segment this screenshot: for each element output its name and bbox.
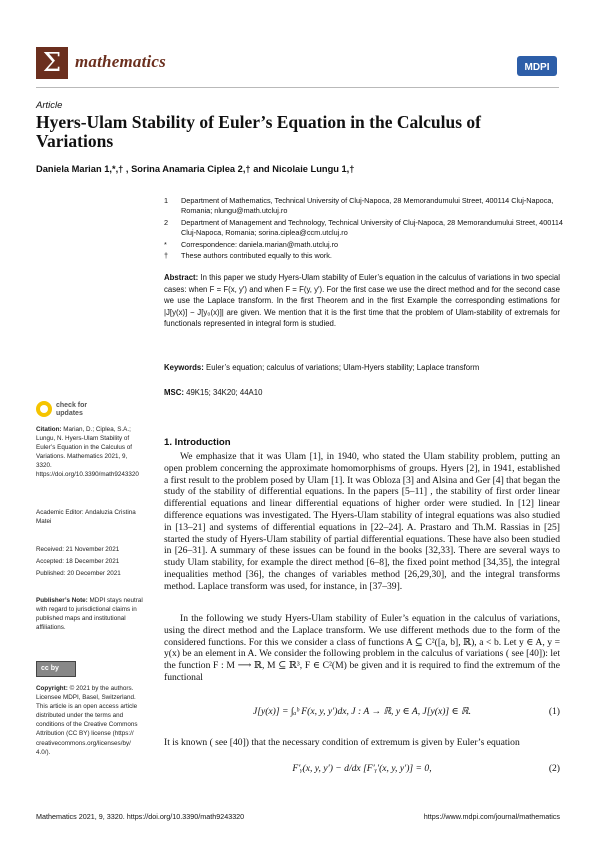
sigma-logo-glyph: Σ bbox=[42, 48, 62, 78]
article-title: Hyers-Ulam Stability of Euler’s Equation in the Calculus of Variations bbox=[36, 112, 481, 151]
keywords bbox=[164, 362, 560, 374]
equation-2-expression: F′ᵧ(x, y, y′) − d/dx [F′ᵧ′(x, y, y′)] = 0, bbox=[292, 763, 432, 774]
intro-paragraph-3: It is known ( see [40]) that the necessary condition of extremum is given by Euler’s equation bbox=[164, 737, 520, 748]
intro-paragraph-1: We emphasize that it was Ulam [1], in 1940, who stated the Ulam stability problem, putting an open problem concerning the approximate homomorphisms of groups. Hyers [2], in 1941, established a first result to the problem posed by Ulam [1]. It was Obloza [3] and Alsina and Ger [4] that began the study of the stability of differential equations. In the papers [5–11] , the stability of first order linear differential equations and linear differential equations of higher order were studied. In [12] linear difference equations was investigated. The Hyers-Ulam stability of integral equations was also studied in [13–21] and systems of differential equations in [22–24]. A. Prastaro and Th.M. Rassias in [25] started the study of Hyers-Ulam stability of partial differential equations. These have also been studied in [26–31]. A summary of these issues can be found in the books [32,33]. There are several ways to study Ulam stability, for example the direct method [6–8], the fixed point method [34,35], the integral inequalities method [36], the changes of variables method [26,29,30], and the integral transforms method. Laplace transform was used, for instance, in [37–39]. bbox=[164, 451, 560, 592]
copyright-text: © 2021 by the authors. Licensee MDPI, Basel, Switzerland. This article is an open access article distributed under the terms and conditions of the Creative Commons Attribution (CC BY) license (https:// creativecommons.org/licenses/by/ 4.0/). bbox=[36, 685, 138, 756]
equation-1 bbox=[164, 706, 560, 720]
publisher-logo bbox=[517, 56, 557, 76]
affiliation-text: Correspondence: daniela.marian@math.utcluj.ro bbox=[181, 240, 339, 249]
msc-text: 49K15; 34K20; 44A10 bbox=[186, 388, 263, 397]
equation-1-expression: J[y(x)] = ∫ₐᵇ F(x, y, y′)dx, J : A → ℝ, y ∈ A, J[y(x)] ∈ ℝ. bbox=[252, 706, 472, 717]
publisher-note-text: MDPI stays neutral with regard to jurisdictional claims in published maps and institutional affiliations. bbox=[36, 597, 143, 632]
affiliation-mark: † bbox=[164, 251, 169, 260]
publisher-note-label: Publisher’s Note: bbox=[36, 597, 88, 604]
keywords-label: Keywords: bbox=[164, 363, 204, 372]
affiliation-text: Department of Mathematics, Technical University of Cluj-Napoca, 28 Memorandumului Street, 400114 Cluj-Napoca, Romania; nlungu@math.utcluj.ro bbox=[181, 196, 554, 215]
citation bbox=[36, 425, 144, 480]
section-heading-introduction: 1. Introduction bbox=[164, 437, 231, 448]
affiliation-mark: 1 bbox=[164, 196, 169, 205]
article-type: Article bbox=[36, 100, 63, 111]
copyright bbox=[36, 684, 144, 757]
equation-1-number: (1) bbox=[548, 706, 560, 717]
affiliation-mark: 2 bbox=[164, 218, 169, 227]
affiliation-text: These authors contributed equally to this work. bbox=[181, 251, 332, 260]
footer-citation: Mathematics 2021, 9, 3320. https://doi.org/10.3390/math9243320 bbox=[36, 812, 245, 821]
cc-by-license-icon bbox=[36, 661, 76, 677]
abstract-text: In this paper we study Hyers-Ulam stability of Euler’s equation in the calculus of variations in two special cases: when F = F(x, y′) and when F = F(y, y′). For the first case we use the direct method and for the second case we use the Laplace transform. In the first Theorem and in the first Example the corresponding estimations for |J[y(x)] − J[y₀(x)]| are given. We mention that it is the first time that the problem of Ulam-stability of extremals for functionals represented in integral form is studied. bbox=[164, 273, 560, 329]
affiliation-text: Department of Management and Technology, Technical University of Cluj-Napoca, 28 Memorandumului Street, 400114 Cluj-Napoca, Romania; sorina.ciplea@ccm.utcluj.ro bbox=[181, 218, 563, 237]
copyright-label: Copyright: bbox=[36, 685, 68, 692]
msc-label: MSC: bbox=[164, 388, 184, 397]
check-updates-line2: updates bbox=[56, 410, 83, 417]
abstract bbox=[164, 272, 560, 330]
affiliation-mark: * bbox=[164, 240, 167, 249]
accepted-date: Accepted: 18 December 2021 bbox=[36, 558, 120, 565]
intro-paragraph-2: In the following we study Hyers-Ulam stability of Euler’s equation in the calculus of variations, using the direct method and the Laplace transform. We use different methods due to the form of the considered functions. For this we consider a class of functions A ⊆ C²([a, b], ℝ), a < b. Let y ∈ A, y = y(x) be an element in A. We consider the following problem in the calculus of variations ( see [40]): let the function F : M ⟶ ℝ, M ⊆ ℝ³, F ∈ C²(M) be given and it is required to find the extremum of the functional bbox=[164, 613, 560, 683]
publisher-logo-text: MDPI bbox=[524, 62, 550, 73]
cc-by-text: cc by bbox=[41, 665, 59, 672]
published-date: Published: 20 December 2021 bbox=[36, 570, 121, 577]
check-updates-link[interactable] bbox=[56, 402, 87, 418]
keywords-text: Euler’s equation; calculus of variations; Ulam-Hyers stability; Laplace transform bbox=[206, 363, 480, 372]
abstract-label: Abstract: bbox=[164, 273, 199, 282]
msc bbox=[164, 387, 560, 399]
academic-editor: Academic Editor: Andaluzia Cristina Matei bbox=[36, 509, 136, 526]
publisher-note bbox=[36, 596, 144, 632]
check-updates-line1: check for bbox=[56, 402, 88, 409]
citation-text: Marian, D.; Ciplea, S.A.; Lungu, N. Hyers-Ulam Stability of Euler’s Equation in the Calculus of Variations. Mathematics 2021, 9, 3320. https://doi.org/10.3390/math9243320 bbox=[36, 426, 139, 479]
citation-label: Citation: bbox=[36, 426, 62, 433]
author-list: Daniela Marian 1,*,† , Sorina Anamaria Ciplea 2,† and Nicolaie Lungu 1,† bbox=[36, 164, 355, 174]
footer-journal-url[interactable]: https://www.mdpi.com/journal/mathematics bbox=[423, 812, 560, 821]
check-updates-icon[interactable] bbox=[36, 401, 52, 417]
journal-logo bbox=[36, 47, 68, 79]
header-rule bbox=[36, 87, 559, 88]
received-date: Received: 21 November 2021 bbox=[36, 546, 120, 553]
equation-2-number: (2) bbox=[548, 763, 560, 774]
journal-name: mathematics bbox=[75, 52, 166, 71]
equation-2 bbox=[164, 763, 560, 777]
